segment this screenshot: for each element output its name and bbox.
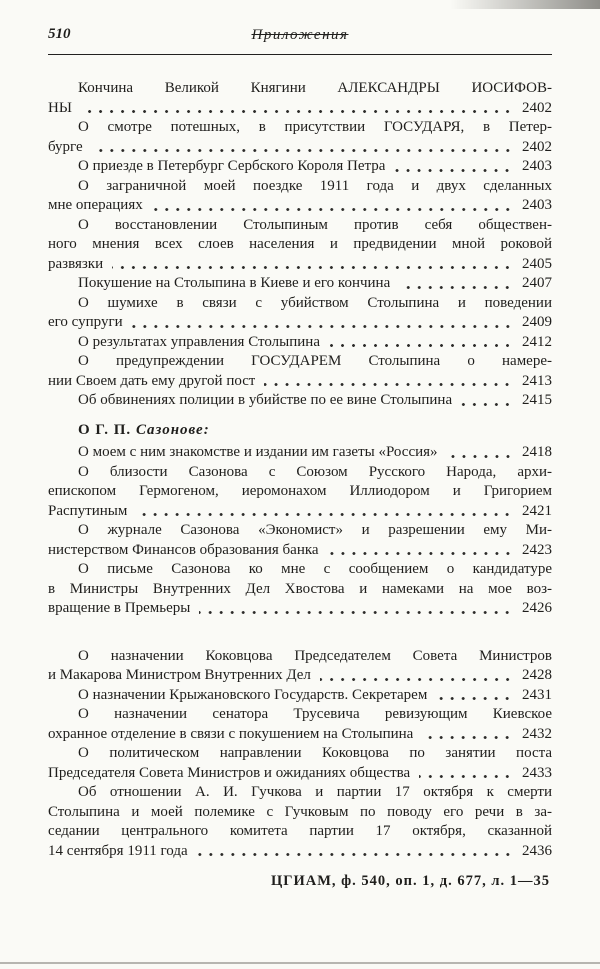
- toc-line-text: Распутиным: [48, 502, 128, 519]
- toc-line-text: его супруги: [48, 314, 123, 330]
- dot-leader: [197, 852, 513, 857]
- toc-entry: [48, 157, 552, 177]
- toc-page-number: 2423: [522, 541, 552, 558]
- toc-line: О назначении сенатора Трусевича ревизующим Киевское: [78, 706, 552, 722]
- toc-page-number: 2402: [522, 138, 552, 155]
- toc-line-text: нистерством Финансов образования банка: [48, 541, 319, 558]
- toc-line: О восстановлении Столыпиным против себя обществен-: [78, 216, 552, 233]
- toc-line: [48, 725, 552, 745]
- toc-entry: [48, 391, 552, 411]
- toc-page-number: 2431: [522, 686, 552, 703]
- toc-entry: [48, 274, 552, 294]
- toc-line: О политическом направлении Коковцова по занятии поста: [78, 745, 552, 761]
- toc-entry: [48, 560, 552, 619]
- dot-leader: [436, 696, 513, 701]
- toc-line-text: О результатах управления Столыпина: [78, 333, 320, 350]
- toc-line: [48, 99, 552, 119]
- section-heading-name: Сазонове:: [135, 421, 210, 438]
- dot-leader: [81, 109, 513, 114]
- dot-leader: [394, 168, 513, 173]
- toc-line: О шумихе в связи с убийством Столыпина и поведении: [78, 294, 552, 311]
- toc-page-number: 2433: [522, 764, 552, 781]
- toc-line: [48, 313, 552, 333]
- dot-leader: [132, 324, 513, 329]
- toc-line: ного мнения всех слоев населения и предвидении мной роковой: [48, 236, 552, 252]
- dot-leader: [92, 148, 513, 153]
- dot-leader: [399, 285, 513, 290]
- toc-page-number: 2402: [522, 99, 552, 116]
- dot-leader: [461, 402, 513, 407]
- section-heading: [48, 421, 552, 441]
- running-title: Приложения: [251, 27, 349, 43]
- toc-line: О заграничной моей поездке 1911 года и двух сделанных: [78, 177, 552, 194]
- toc-page-number: 2409: [522, 314, 552, 330]
- toc-page-number: 2415: [522, 392, 552, 408]
- toc-line: [48, 138, 552, 158]
- toc-page-number: 2413: [522, 372, 552, 389]
- toc-page-number: 2428: [522, 667, 552, 683]
- table-of-contents: [48, 79, 552, 861]
- toc-line: [48, 443, 552, 463]
- toc-line-text: НЫ: [48, 99, 72, 116]
- toc-line: епископом Гермогеном, иеромонахом Иллиодором и Григорием: [48, 483, 552, 499]
- toc-line-text: бурге: [48, 138, 83, 155]
- dot-leader: [264, 382, 513, 387]
- toc-line-text: мне операциях: [48, 197, 143, 213]
- toc-page-number: 2432: [522, 725, 552, 742]
- toc-line: [48, 599, 552, 619]
- toc-page-number: 2421: [522, 502, 552, 519]
- toc-line-text: Председателя Совета Министров и ожиданиях общества: [48, 764, 411, 781]
- toc-page-number: 2426: [522, 600, 552, 616]
- toc-entry: [48, 744, 552, 783]
- running-head: [48, 26, 552, 55]
- toc-line: [48, 502, 552, 522]
- toc-page-number: 2407: [522, 275, 552, 291]
- toc-line: Столыпина и моей полемике с Гучковым по поводу его речи в за-: [48, 803, 552, 820]
- toc-line-text: Об обвинениях полиции в убийстве по ее вине Столыпина: [78, 392, 453, 408]
- toc-line: [48, 274, 552, 294]
- toc-line: в Министры Внутренних Дел Хвостова и намеками на мое воз-: [48, 580, 552, 597]
- toc-line: О письме Сазонова ко мне с сообщением о кандидатуре: [78, 561, 552, 577]
- toc-page-number: 2412: [522, 333, 552, 350]
- toc-line: О предупреждении ГОСУДАРЕМ Столыпина о намере-: [78, 353, 552, 369]
- toc-line: [48, 842, 552, 862]
- toc-line: О журнале Сазонова «Экономист» и разрешении ему Ми-: [78, 522, 552, 538]
- toc-entry: [48, 352, 552, 391]
- dot-leader: [152, 207, 513, 212]
- dot-leader: [419, 774, 513, 779]
- toc-page-number: 2418: [522, 444, 552, 460]
- toc-entry: [48, 333, 552, 353]
- toc-line-text: 14 сентября 1911 года: [48, 842, 188, 859]
- toc-line: седании центрального комитета партии 17 октября, сказанной: [48, 823, 552, 839]
- toc-line: [48, 255, 552, 275]
- scan-bottom-edge: [0, 962, 600, 964]
- toc-entry: [48, 79, 552, 118]
- archive-reference: ЦГИАМ, ф. 540, оп. 1, д. 677, л. 1—35: [270, 873, 550, 889]
- toc-line: [48, 333, 552, 353]
- toc-entry: [48, 294, 552, 333]
- toc-line: [48, 686, 552, 706]
- toc-entry: [48, 686, 552, 706]
- toc-entry: [48, 705, 552, 744]
- dot-leader: [447, 454, 513, 459]
- toc-line: О назначении Коковцова Председателем Совета Министров: [78, 647, 552, 664]
- toc-line-text: Покушение на Столыпина в Киеве и его кончина: [78, 275, 391, 291]
- toc-line-text: и Макарова Министром Внутренних Дел: [48, 667, 311, 683]
- toc-entry: [48, 443, 552, 463]
- toc-line: О смотре потешных, в присутствии ГОСУДАРЯ, в Петер-: [78, 119, 552, 135]
- toc-entry: [48, 118, 552, 157]
- toc-line-text: О назначении Крыжановского Государств. Секретарем: [78, 686, 428, 703]
- toc-entry: [48, 177, 552, 216]
- toc-page-number: 2405: [522, 255, 552, 272]
- toc-line: [48, 391, 552, 411]
- toc-line-text: О моем с ним знакомстве и издании им газеты «Россия»: [78, 444, 438, 460]
- toc-line: [48, 196, 552, 216]
- toc-page-number: 2403: [522, 158, 552, 174]
- toc-page-number: 2436: [522, 842, 552, 859]
- toc-line-text: охранное отделение в связи с покушением на Столыпина: [48, 725, 414, 742]
- toc-line: [48, 157, 552, 177]
- toc-line-text: нии Своем дать ему другой пост: [48, 372, 256, 389]
- toc-line: [48, 764, 552, 784]
- toc-line-text: развязки: [48, 255, 104, 272]
- toc-entry: [48, 463, 552, 522]
- toc-entry: [48, 647, 552, 686]
- dot-leader: [112, 265, 513, 270]
- toc-line-text: вращение в Премьеры: [48, 600, 191, 616]
- toc-line: [48, 541, 552, 561]
- toc-line-text: О приезде в Петербург Сербского Короля Петра: [78, 158, 386, 174]
- toc-line: Кончина Великой Княгини АЛЕКСАНДРЫ ИОСИФОВ-: [78, 80, 552, 96]
- section-gap: [48, 619, 552, 647]
- dot-leader: [422, 735, 513, 740]
- toc-line: Об отношении А. И. Гучкова и партии 17 октября к смерти: [78, 784, 552, 800]
- toc-entry: [48, 783, 552, 861]
- dot-leader: [320, 677, 513, 682]
- dot-leader: [136, 512, 513, 517]
- toc-entry: [48, 521, 552, 560]
- toc-line: [48, 372, 552, 392]
- toc-line: О близости Сазонова с Союзом Русского Народа, архи-: [78, 463, 552, 480]
- section-heading-prefix: О Г. П.: [78, 421, 132, 438]
- toc-entry: [48, 216, 552, 275]
- dot-leader: [199, 610, 513, 615]
- dot-leader: [328, 551, 513, 556]
- toc-page-number: 2403: [522, 197, 552, 213]
- toc-line: [48, 666, 552, 686]
- page-folio: 510: [48, 26, 71, 42]
- dot-leader: [329, 343, 513, 348]
